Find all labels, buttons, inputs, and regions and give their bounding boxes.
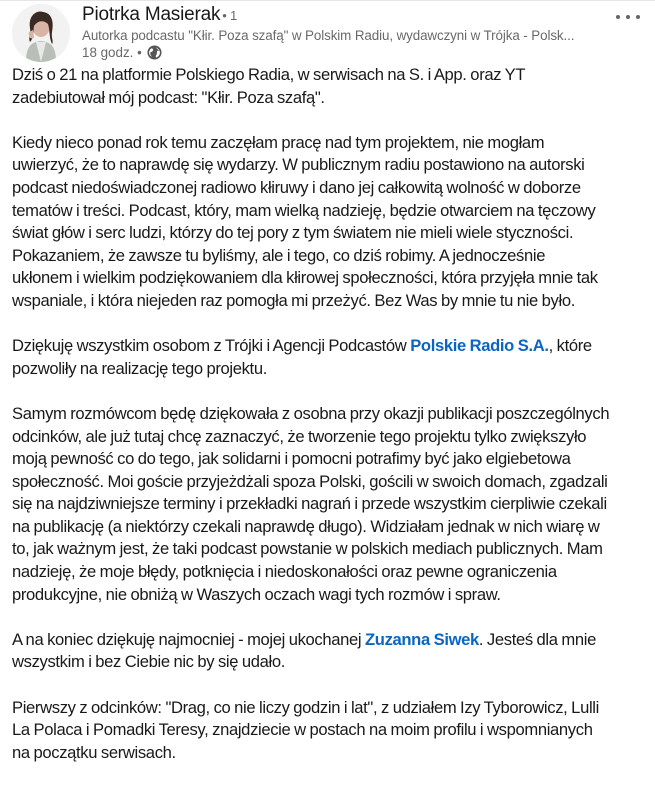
- text-line: na publikację (a niektórzy czekali naprawdę długo). Widziałam jednak w nich wiarę w: [12, 516, 600, 536]
- post-header: [12, 4, 652, 58]
- text-line: nadzieję, że moje błędy, potknięcia i niedoskonałości oraz pewne ograniczenia: [12, 562, 557, 582]
- paragraph-4: [12, 403, 652, 606]
- connection-degree: • 1: [222, 8, 238, 23]
- text-line: La Polaca i Pomadki Teresy, znajdziecie w postach na moim profilu i wspomnianych: [12, 720, 593, 740]
- paragraph-2: [12, 132, 652, 313]
- text-line: produkcyjne, nie obniżą w Waszych oczach wagi tych rozmów i spraw.: [12, 584, 501, 604]
- text-line: odcinków, ale już tutaj chcę zaznaczyć, że tworzenie tego projektu tylko zwiększyło: [12, 426, 587, 446]
- globe-icon: [147, 45, 162, 60]
- ellipsis-dot: [636, 15, 640, 19]
- text-line: uwierzyć, że to naprawdę się wydarzy. W publicznym radiu postawiono na autorski: [12, 155, 585, 175]
- paragraph-6: [12, 697, 652, 765]
- author-name-link[interactable]: Piotrka Masierak: [82, 4, 221, 25]
- text-segment: Dziękuję wszystkim osobom z Trójki i Agencji Podcastów: [12, 336, 411, 356]
- text-segment: , które: [548, 336, 592, 356]
- text-line: moją pewność co do tego, jak solidarni i pomocni potrafimy być jako elgiebetowa: [12, 449, 571, 469]
- text-line: Pierwszy z odcinków: "Drag, co nie liczy godzin i lat", z udziałem Izy Tyborowicz, Lulli: [12, 697, 599, 717]
- author-headline: Autorka podcastu "Kłir. Poza szafą" w Polskim Radiu, wydawczyni w Trójka - Polsk...: [82, 28, 575, 43]
- ellipsis-dot: [626, 15, 630, 19]
- text-line: tematów i treści. Podcast, który, mam wielką nadzieję, będzie otwarciem na tęczowy: [12, 200, 596, 220]
- text-line: wszystkim i bez Ciebie nic by się udało.: [12, 652, 286, 672]
- text-line: Dziś o 21 na platformie Polskiego Radia, w serwisach na S. i App. oraz YT: [12, 65, 526, 84]
- text-segment: A na koniec dziękuję najmocniej - mojej ukochanej: [12, 629, 365, 649]
- text-line: [12, 629, 652, 652]
- paragraph-1: [12, 64, 652, 109]
- ellipsis-dot: [616, 15, 620, 19]
- text-line: zadebiutował mój podcast: "Kłir. Poza szafą".: [12, 87, 325, 107]
- text-line: społeczność. Moi goście przyjeżdżali spoza Polski, gościli w swoich domach, zgadzali: [12, 471, 608, 491]
- text-line: [12, 335, 652, 358]
- text-line: pozwoliły na realizację tego projektu.: [12, 358, 267, 378]
- text-line: Kiedy nieco ponad rok temu zaczęłam pracę nad tym projektem, nie mogłam: [12, 132, 545, 152]
- text-line: to, jak ważnym jest, że taki podcast powstanie w polskich mediach publicznych. Mam: [12, 539, 603, 559]
- paragraph-3: [12, 335, 652, 380]
- post-body: [12, 64, 652, 787]
- text-line: podcast niedoświadczonej radiowo kłiruwy i dano jej całkowitą wolność w doborze: [12, 177, 581, 197]
- avatar[interactable]: [12, 4, 70, 62]
- avatar-photo-icon: [12, 4, 70, 62]
- text-line: Pokazaniem, że zawsze tu byliśmy, ale i tego, co dziś robimy. A jednocześnie: [12, 245, 546, 265]
- paragraph-5: [12, 629, 652, 674]
- text-line: świat głów i serc ludzi, którzy do tej pory z tym światem nie mieli wiele styczności.: [12, 223, 574, 243]
- text-line: Samym rozmówcom będę dziękowała z osobna przy okazji publikacji poszczególnych: [12, 403, 610, 423]
- timestamp: 18 godz. •: [82, 45, 142, 60]
- text-line: wspaniale, i która niejeden raz pomogła mi przeżyć. Bez Was by mnie tu nie było.: [12, 290, 575, 310]
- mention-zuzanna-siwek[interactable]: Zuzanna Siwek: [365, 629, 479, 649]
- post-meta: [82, 45, 162, 60]
- text-line: się na najdziwniejsze terminy i przekładki nagrań i przede wszystkim cierpliwie czekali: [12, 494, 607, 514]
- text-line: ukłonem i wielkim podziękowaniem dla kłirowej społeczności, która przyjęła mnie tak: [12, 268, 598, 288]
- text-segment: . Jesteś dla mnie: [478, 629, 596, 649]
- author-name[interactable]: [82, 4, 237, 26]
- text-line: na początku serwisach.: [12, 742, 176, 762]
- mention-polskie-radio[interactable]: Polskie Radio S.A.: [410, 336, 549, 356]
- more-options-button[interactable]: [616, 10, 640, 24]
- top-divider: [0, 0, 655, 1]
